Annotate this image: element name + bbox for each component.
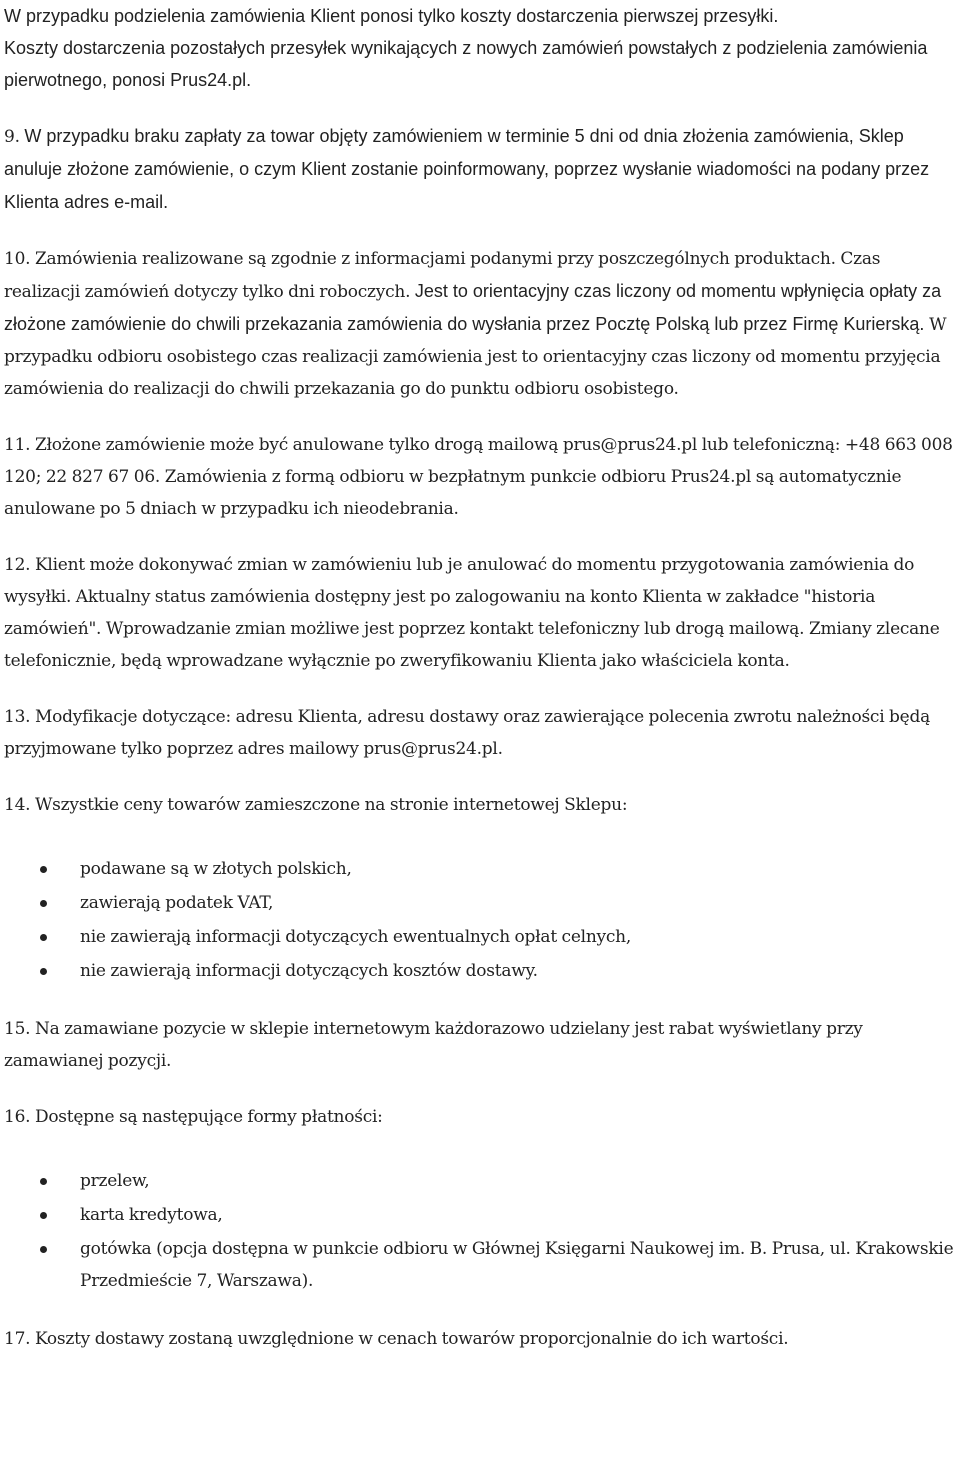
- list-item: przelew,: [4, 1165, 956, 1197]
- clause-13: 13. Modyfikacje dotyczące: adresu Klienta, adresu dostawy oraz zawierające polecenia zwrotu należności będą przyjmowane tylko poprzez adres mailowy prus@prus24.pl.: [4, 707, 930, 759]
- clause-16: 16. Dostępne są następujące formy płatności:: [4, 1107, 383, 1127]
- terms-document: [4, 0, 956, 1355]
- list-item: gotówka (opcja dostępna w punkcie odbioru w Głównej Księgarni Naukowej im. B. Prusa, ul. Krakowskie Przedmieście 7, Warszawa).: [4, 1233, 956, 1297]
- list-item: zawierają podatek VAT,: [4, 887, 956, 919]
- clause-17: 17. Koszty dostawy zostaną uwzględnione w cenach towarów proporcjonalnie do ich wartości.: [4, 1329, 789, 1349]
- list-item: podawane są w złotych polskich,: [4, 853, 956, 885]
- list-item: nie zawierają informacji dotyczących kosztów dostawy.: [4, 955, 956, 987]
- clause-10-sans-text: Jest to orientacyjny czas liczony od momentu wpłynięcia opłaty za złożone zamówienie do chwili przekazania zamówienia do wysłania przez Pocztę Polską lub przez Firmę Kurierską.: [4, 281, 942, 334]
- clause-11: 11. Złożone zamówienie może być anulowane tylko drogą mailową prus@prus24.pl lub telefoniczną: +48 663 008 120; 22 827 67 06. Zamówienia z formą odbioru w bezpłatnym punkcie odbioru Prus24.pl są automatycznie anulowane po 5 dniach w przypadku ich nieodebrania.: [4, 435, 953, 519]
- clause-10: [4, 243, 956, 405]
- clause-9-number: 9.: [4, 127, 25, 147]
- list-item: nie zawierają informacji dotyczących ewentualnych opłat celnych,: [4, 921, 956, 953]
- clause-12: 12. Klient może dokonywać zmian w zamówieniu lub je anulować do momentu przygotowania zamówienia do wysyłki. Aktualny status zamówienia dostępny jest po zalogowaniu na konto Klienta w zakładce "historia zamówień". Wprowadzanie zmian możliwe jest poprzez kontakt telefoniczny lub drogą mailową. Zmiany zlecane telefonicznie, będą wprowadzane wyłącznie po zweryfikowaniu Klienta jako właściciela konta.: [4, 555, 940, 671]
- payment-methods-list: [4, 1165, 956, 1297]
- clause-15: 15. Na zamawiane pozycie w sklepie internetowym każdorazowo udzielany jest rabat wyświetlany przy zamawianej pozycji.: [4, 1019, 863, 1071]
- clause-9: [4, 120, 956, 219]
- intro-paragraph: [4, 0, 956, 96]
- clause-10-text-2: W przypadku odbioru osobistego czas realizacji zamówienia jest to orientacyjny czas liczony od momentu przyjęcia zamówienia do realizacji do chwili przekazania go do punktu odbioru osobistego.: [4, 315, 947, 399]
- bullet-icon: [40, 900, 47, 907]
- bullet-icon: [40, 1246, 47, 1253]
- bullet-icon: [40, 934, 47, 941]
- clause-14: 14. Wszystkie ceny towarów zamieszczone na stronie internetowej Sklepu:: [4, 795, 628, 815]
- bullet-icon: [40, 866, 47, 873]
- clause-9-text: W przypadku braku zapłaty za towar objęty zamówieniem w terminie 5 dni od dnia złożenia zamówienia, Sklep anuluje złożone zamówienie, o czym Klient zostanie poinformowany, poprzez wysłanie wiadomości na podany przez Klienta adres e-mail.: [4, 126, 930, 212]
- bullet-icon: [40, 968, 47, 975]
- clause-10-text: 10. Zamówienia realizowane są zgodnie z informacjami podanymi przy poszczególnych produktach. Czas realizacji zamówień dotyczy tylko dni roboczych.: [4, 249, 881, 302]
- price-info-list: [4, 853, 956, 987]
- intro-line-1: W przypadku podzielenia zamówienia Klient ponosi tylko koszty dostarczenia pierwszej przesyłki.: [4, 6, 779, 26]
- list-item: karta kredytowa,: [4, 1199, 956, 1231]
- bullet-icon: [40, 1178, 47, 1185]
- bullet-icon: [40, 1212, 47, 1219]
- intro-line-2: Koszty dostarczenia pozostałych przesyłek wynikających z nowych zamówień powstałych z podzielenia zamówienia pierwotnego, ponosi Prus24.pl.: [4, 38, 928, 90]
